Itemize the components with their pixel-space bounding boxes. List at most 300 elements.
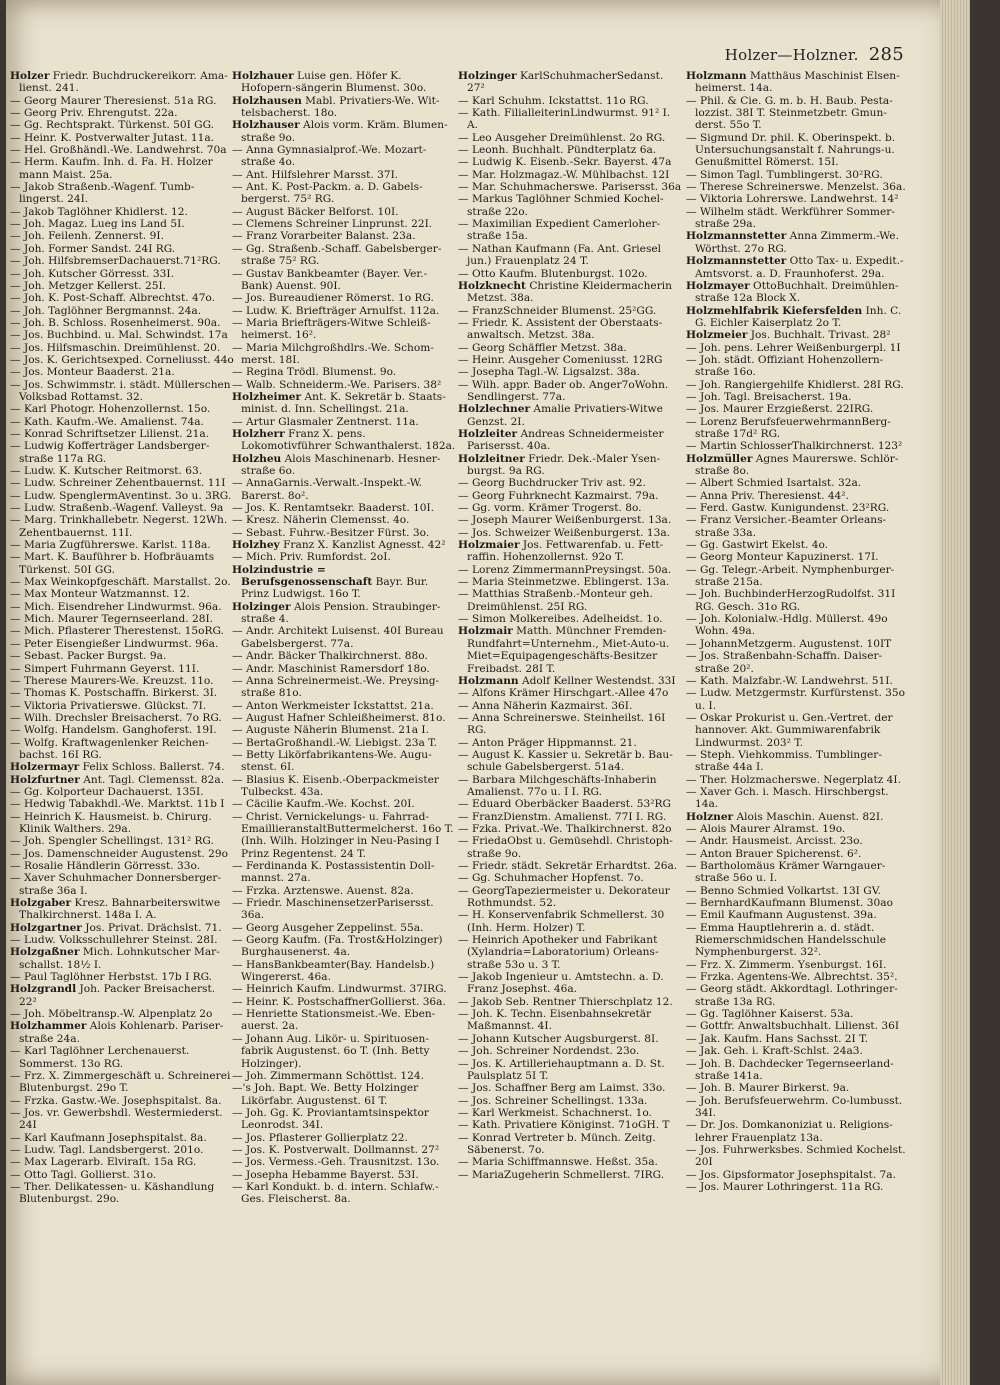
directory-entry bbox=[686, 95, 912, 132]
entry-text: — Emma Hauptlehrerin a. d. städt. Riemerschmidschen Handelsschule Nymphenburgerst. 32². bbox=[686, 921, 886, 959]
directory-entry bbox=[10, 897, 236, 922]
entry-text: — Max Weinkopfgeschäft. Marstallst. 2o. bbox=[10, 576, 231, 589]
directory-entry bbox=[458, 317, 684, 342]
entry-text: — Otto Kaufm. Blutenburgst. 102o. bbox=[458, 267, 648, 280]
directory-entry bbox=[458, 144, 684, 156]
directory-entry bbox=[10, 613, 236, 625]
directory-entry bbox=[686, 823, 912, 835]
directory-entry bbox=[458, 1033, 684, 1045]
entry-text: — Jos. Straßenbahn-Schaffn. Daiser-straße 20². bbox=[686, 650, 883, 675]
directory-entry bbox=[10, 798, 236, 810]
directory-page bbox=[6, 0, 970, 1385]
entry-text: Amalie Privatiers-Witwe Genzst. 2I. bbox=[467, 403, 663, 428]
surname-heading: Holzner bbox=[686, 810, 734, 823]
entry-text: Felix Schloss. Ballerst. 74. bbox=[79, 761, 225, 774]
directory-entry bbox=[458, 268, 684, 280]
directory-entry bbox=[458, 490, 684, 502]
directory-entry bbox=[10, 946, 236, 971]
page-header bbox=[725, 44, 904, 65]
directory-entry bbox=[10, 132, 236, 144]
directory-entry bbox=[232, 70, 458, 95]
directory-entry bbox=[458, 712, 684, 737]
entry-text: — Jos. Fuhrwerksbes. Schmied Kochelst. 20I bbox=[686, 1143, 906, 1169]
entry-text: — Franz Vorarbeiter Balanst. 23a. bbox=[232, 230, 416, 243]
entry-text: — Kath. Privatiere Königinst. 71oGH. T bbox=[458, 1119, 670, 1132]
entry-text: — Joseph Maurer Weißenburgerst. 13a. bbox=[458, 514, 672, 527]
surname-heading: Holzinger bbox=[458, 70, 517, 82]
directory-entry bbox=[10, 70, 236, 95]
directory-entry bbox=[458, 700, 684, 712]
running-head: Holzer—Holzner. bbox=[724, 46, 859, 64]
directory-entry bbox=[686, 564, 912, 589]
directory-entry bbox=[686, 1020, 912, 1032]
entry-text: — Joh. B. Dachdecker Tegernseerland-straße 141a. bbox=[686, 1057, 894, 1082]
entry-text: — Friedr. MaschinensetzerParisersst. 36a. bbox=[232, 897, 434, 922]
entry-text: — Paul Taglöhner Herbstst. 17b I RG. bbox=[10, 971, 213, 984]
directory-entry bbox=[458, 737, 684, 749]
entry-text: Alois Maschinenarb. Hesner-straße 6o. bbox=[241, 452, 441, 477]
directory-entry bbox=[686, 983, 912, 1008]
entry-text: — Joh. Taglöhner Bergmannst. 24a. bbox=[10, 304, 202, 317]
entry-text: — Johann Kutscher Augsburgerst. 8I. bbox=[458, 1032, 659, 1045]
directory-entry bbox=[10, 144, 236, 156]
directory-entry bbox=[458, 1156, 684, 1168]
entry-text: — Hedwig Tabakhdl.-We. Marktst. 11b I bbox=[10, 798, 225, 811]
directory-entry bbox=[686, 354, 912, 379]
entry-text: — Gottfr. Anwaltsbuchhalt. Lilienst. 36I bbox=[686, 1020, 900, 1033]
entry-text: — Georg städt. Akkordtagl. Lothringer-straße 13a RG. bbox=[686, 983, 898, 1008]
surname-heading: Holzhauer bbox=[232, 70, 294, 82]
directory-entry bbox=[458, 774, 684, 799]
entry-text: — Anna Priv. Theresienst. 44². bbox=[686, 489, 849, 502]
entry-text: — Maximilian Expedient Camerloher-straße 15a. bbox=[458, 218, 661, 243]
entry-text: — Kath. FilialleiterinLindwurmst. 91² I. A. bbox=[458, 107, 671, 132]
directory-entry bbox=[10, 737, 236, 762]
directory-entry bbox=[232, 502, 458, 514]
entry-text: — Jak. Kaufm. Hans Sachsst. 2I T. bbox=[686, 1032, 868, 1045]
directory-entry bbox=[458, 305, 684, 317]
entry-text: — Mart. K. Bauführer b. Hofbräuamts Türkenst. 50I GG. bbox=[10, 551, 215, 576]
directory-entry bbox=[232, 1156, 458, 1168]
directory-entry bbox=[232, 169, 458, 181]
directory-entry bbox=[686, 539, 912, 551]
entry-text: — Mich. Priv. Rumfordst. 2oI. bbox=[232, 551, 391, 564]
entry-text: — Georg Priv. Ehrengutst. 22a. bbox=[10, 107, 178, 120]
directory-entry bbox=[10, 502, 236, 514]
entry-text: — Martin SchlosserThalkirchnerst. 123² bbox=[686, 440, 903, 453]
entry-text: — Markus Taglöhner Schmied Kochel-straße 22o. bbox=[458, 193, 664, 218]
directory-entry bbox=[458, 218, 684, 243]
directory-entry bbox=[458, 1119, 684, 1131]
directory-entry bbox=[10, 835, 236, 847]
directory-entry bbox=[10, 761, 236, 773]
directory-entry bbox=[232, 675, 458, 700]
entry-text: — Ant. Hilfslehrer Marsst. 37I. bbox=[232, 168, 399, 181]
entry-text: — Jos. Pflasterer Gollierplatz 22. bbox=[232, 1131, 408, 1144]
directory-entry bbox=[686, 193, 912, 205]
entry-text: — Ludw. SpenglermAventinst. 3o u. 3RG. bbox=[10, 489, 232, 502]
directory-entry bbox=[686, 391, 912, 403]
directory-entry bbox=[686, 230, 912, 255]
directory-entry bbox=[10, 95, 236, 107]
directory-entry bbox=[458, 811, 684, 823]
entry-text: — Ludw. K. Briefträger Arnulfst. 112a. bbox=[232, 304, 440, 317]
entry-text: Ant. Tagl. Clemensst. 82a. bbox=[79, 773, 225, 786]
entry-text: — Jakob Seb. Rentner Thierschplatz 12. bbox=[458, 995, 673, 1008]
entry-text: — Frz. X. Zimmergeschäft u. Schreinerei Blutenburgst. 29o T. bbox=[10, 1069, 231, 1095]
directory-entry bbox=[232, 453, 458, 478]
directory-entry bbox=[10, 255, 236, 267]
entry-text: — Franz Versicher.-Beamter Orleans-straße 33a. bbox=[686, 514, 887, 539]
directory-entry bbox=[10, 588, 236, 600]
entry-text: — August Bäcker Belforst. 10I. bbox=[232, 205, 399, 218]
entry-text: — Wolfg. Handelsm. Ganghoferst. 19I. bbox=[10, 724, 217, 737]
entry-text: — Anton Brauer Spicherenst. 6². bbox=[686, 847, 862, 860]
entry-text: — Andr. Architekt Luisenst. 40I Bureau Gabelsbergerst. 77a. bbox=[232, 625, 444, 650]
surname-heading: Holzmann bbox=[458, 674, 519, 687]
entry-text: — Karl Kaufmann Josephspitalst. 8a. bbox=[10, 1131, 207, 1144]
surname-heading: Holzmüller bbox=[686, 452, 753, 465]
directory-entry bbox=[686, 1045, 912, 1057]
directory-entry bbox=[686, 638, 912, 650]
directory-entry bbox=[232, 292, 458, 304]
entry-text: — Wilh. appr. Bader ob. Anger7oWohn. Sendlingerst. 77a. bbox=[458, 378, 669, 403]
entry-text: — Joh. Metzger Kellerst. 25I. bbox=[10, 279, 167, 292]
surname-heading: Holzleitner bbox=[458, 452, 525, 465]
directory-entry bbox=[458, 342, 684, 354]
entry-text: — JohannMetzgerm. Augustenst. 10IT bbox=[686, 637, 892, 650]
directory-entry bbox=[458, 675, 684, 687]
entry-text: — BertaGroßhandl.-W. Liebigst. 23a T. bbox=[232, 736, 438, 749]
entry-text: Mich. Lohnkutscher Mar-schallst. 18½ I. bbox=[19, 946, 220, 971]
entry-text: — Johann Aug. Likör- u. Spirituosen-fabrik Augustenst. 6o T. (Inh. Betty Holzinger). bbox=[232, 1032, 430, 1070]
entry-text: — Karl Werkmeist. Schachnerst. 1o. bbox=[458, 1106, 652, 1119]
entry-text: — Georg Monteur Kapuzinerst. 17I. bbox=[686, 551, 879, 564]
directory-entry bbox=[232, 737, 458, 749]
directory-entry bbox=[686, 613, 912, 638]
entry-text: — Heinr. K. Postverwalter Jutast. 11a. bbox=[10, 131, 215, 144]
entry-text: — Jos. Vermess.-Geh. Trausnitzst. 13o. bbox=[232, 1156, 440, 1169]
entry-text: — Mar. Holzmagaz.-W. Mühlbachst. 12I bbox=[458, 168, 670, 181]
entry-text: — Maria Milchgroßhdlrs.-We. Schom-merst. 18I. bbox=[232, 341, 434, 366]
directory-entry bbox=[10, 872, 236, 897]
entry-text: — Georg Ausgeher Zeppelinst. 55a. bbox=[232, 921, 424, 934]
directory-entry bbox=[232, 922, 458, 934]
directory-entry bbox=[232, 366, 458, 378]
surname-heading: Holzinger bbox=[232, 600, 291, 613]
entry-text: — Joh. Magaz. Lueg ins Land 5I. bbox=[10, 218, 185, 231]
directory-entry bbox=[686, 440, 912, 452]
surname-heading: Holzindustrie = Berufsgenossenschaft bbox=[232, 563, 373, 589]
entry-text: — Wolfg. Kraftwagenlenker Reichen-bachst. 16I RG. bbox=[10, 736, 209, 761]
directory-entry bbox=[232, 539, 458, 551]
entry-text: — Jos. Schaffner Berg am Laimst. 33o. bbox=[458, 1082, 666, 1095]
directory-entry bbox=[10, 440, 236, 465]
directory-entry bbox=[232, 1169, 458, 1181]
entry-text: — Jos. K. Artilleriehauptmann a. D. St. Paulsplatz 5I T. bbox=[458, 1057, 665, 1082]
entry-text: — Sebast. Packer Burgst. 9a. bbox=[10, 650, 167, 663]
entry-text: — Andr. Hausmeist. Arcisst. 23o. bbox=[686, 835, 863, 848]
directory-entry bbox=[232, 724, 458, 736]
entry-text: — Kresz. Näherin Clemensst. 4o. bbox=[232, 514, 410, 527]
entry-text: — Jos. K. Gerichtsexped. Corneliusst. 44o bbox=[10, 353, 234, 366]
directory-entry bbox=[232, 1107, 458, 1132]
entry-text: — Marg. Trinkhallebetr. Negerst. 12Wh. Zehentbauernst. 11I. bbox=[10, 514, 228, 539]
entry-text: — Alois Maurer Alramst. 19o. bbox=[686, 822, 846, 835]
entry-text: — Ferd. Gastw. Kunigundenst. 23²RG. bbox=[686, 502, 890, 515]
entry-text: — Gg. Rechtsprakt. Türkenst. 50I GG. bbox=[10, 119, 215, 132]
entry-text: — H. Konservenfabrik Schmellerst. 30 (Inh. Herm. Holzer) T. bbox=[458, 909, 665, 934]
directory-entry bbox=[232, 119, 458, 144]
directory-entry bbox=[10, 403, 236, 415]
directory-entry bbox=[10, 971, 236, 983]
directory-entry bbox=[10, 625, 236, 637]
entry-text: — Ludw. Metzgermstr. Kurfürstenst. 35o u. I. bbox=[686, 687, 906, 712]
entry-text: Alois Pension. Straubinger-straße 4. bbox=[241, 600, 441, 626]
directory-entry bbox=[686, 206, 912, 231]
entry-text: — Otto Tagl. Gollierst. 31o. bbox=[10, 1168, 157, 1181]
entry-text: — Wilh. Drechsler Breisacherst. 7o RG. bbox=[10, 711, 222, 724]
entry-text: — Joh. städt. Offiziant Hohenzollern-straße 16o. bbox=[686, 353, 884, 379]
directory-entry bbox=[458, 576, 684, 588]
entry-text: — Frzka. Agentens-We. Albrechtst. 35². bbox=[686, 971, 898, 984]
surname-heading: Holzfurtner bbox=[10, 773, 80, 786]
entry-text: — August Hafner Schleißheimerst. 81o. bbox=[232, 711, 446, 724]
entry-text: — Ferdinanda K. Postassistentin Doll-mannst. 27a. bbox=[232, 860, 435, 885]
directory-entry bbox=[10, 1132, 236, 1144]
entry-text: — Peter Eisengießer Lindwurmst. 96a. bbox=[10, 637, 219, 650]
entry-text: — Josepha Hebamme Bayerst. 53I. bbox=[232, 1168, 419, 1181]
directory-entry bbox=[10, 1156, 236, 1168]
directory-entry bbox=[686, 835, 912, 847]
entry-text: — Joh. HilfsbremserDachauerst.71²RG. bbox=[10, 255, 221, 268]
entry-text: Andreas Schneidermeister Parisersst. 40a. bbox=[467, 427, 664, 453]
entry-text: — Gg. Kolporteur Dachauerst. 135I. bbox=[10, 785, 204, 798]
entry-text: — Georg Maurer Theresienst. 51a RG. bbox=[10, 94, 217, 107]
directory-entry bbox=[232, 1008, 458, 1033]
entry-text: — Viktoria Privatierswe. Glückst. 7I. bbox=[10, 699, 207, 712]
surname-heading: Holzherr bbox=[232, 427, 285, 440]
directory-entry bbox=[686, 774, 912, 786]
directory-entry bbox=[232, 551, 458, 563]
directory-entry bbox=[232, 625, 458, 650]
entry-text: — Matthias Straßenb.-Monteur geh. Dreimühlenst. 25I RG. bbox=[458, 588, 653, 613]
entry-text: — Mar. Schuhmacherswe. Parisersst. 36a bbox=[458, 181, 682, 194]
surname-heading: Holzgartner bbox=[10, 921, 82, 934]
directory-entry bbox=[686, 1119, 912, 1144]
directory-entry bbox=[232, 206, 458, 218]
directory-entry bbox=[686, 1008, 912, 1020]
surname-heading: Holzmann bbox=[686, 70, 747, 82]
entry-text: Alois vorm. Kräm. Blumen-straße 9o. bbox=[241, 119, 448, 144]
directory-entry bbox=[232, 391, 458, 416]
directory-entry bbox=[10, 305, 236, 317]
directory-entry bbox=[458, 169, 684, 181]
entry-text: — Joh. Spengler Schellingst. 131² RG. bbox=[10, 835, 214, 848]
directory-entry bbox=[686, 255, 912, 280]
directory-entry bbox=[232, 712, 458, 724]
entry-text: — Joh. Gg. K. Proviantamtsinspektor Leonrodst. 34I. bbox=[232, 1106, 429, 1132]
entry-text: — Oskar Prokurist u. Gen.-Vertret. der hannover. Akt. Gummiwarenfabrik Lindwurmst. 203² T. bbox=[686, 711, 893, 749]
entry-text: — FranzDienstm. Amalienst. 77I I. RG. bbox=[458, 810, 667, 823]
entry-text: Friedr. Buchdruckereikorr. Ama-lienst. 241. bbox=[19, 70, 228, 95]
directory-entry bbox=[458, 527, 684, 539]
entry-text: — Jos. Bureaudiener Römerst. 1o RG. bbox=[232, 292, 434, 305]
entry-text: — Jos. Damenschneider Augustenst. 29o bbox=[10, 847, 229, 860]
entry-text: — Joh. Schreiner Nordendst. 23o. bbox=[458, 1045, 640, 1058]
directory-entry bbox=[10, 551, 236, 576]
entry-text: Luise gen. Höfer K. Hofopern-sängerin Blumenst. 30o. bbox=[241, 70, 427, 95]
directory-entry bbox=[10, 416, 236, 428]
directory-entry bbox=[686, 1144, 912, 1169]
directory-entry bbox=[458, 625, 684, 674]
entry-text: — Frzka. Arztenswe. Auenst. 82a. bbox=[232, 884, 414, 897]
entry-text: — Heinr. K. PostschaffnerGollierst. 36a. bbox=[232, 995, 446, 1008]
directory-entry bbox=[10, 107, 236, 119]
entry-text: Jos. Privat. Drächslst. 71. bbox=[81, 921, 222, 934]
entry-text: Jos. Fettwarenfab. u. Fett-raffin. Hohenzollernst. 92o T. bbox=[467, 539, 664, 564]
surname-heading: Holzgaber bbox=[10, 897, 72, 910]
directory-entry bbox=[458, 823, 684, 835]
entry-text: — Joh. pens. Lehrer Weißenburgerpl. 1I bbox=[686, 341, 901, 354]
entry-text: — Rosalie Händlerin Görresst. 33o. bbox=[10, 860, 201, 872]
entry-text: — Ludw. Schreiner Zehentbauernst. 11I bbox=[10, 477, 226, 490]
entry-text: — GeorgTapeziermeister u. Dekorateur Rothmundst. 52. bbox=[458, 884, 670, 910]
directory-entry bbox=[10, 675, 236, 687]
entry-text: — Andr. Maschinist Ramersdorf 18o. bbox=[232, 662, 430, 675]
entry-text: Matthäus Maschinist Elsen-heimerst. 14a. bbox=[695, 70, 900, 95]
entry-text: Jos. Buchhalt. Trivast. 28² bbox=[747, 329, 891, 342]
entry-text: — FriedaObst u. Gemüsehdl. Christoph-straße 9o. bbox=[458, 835, 673, 860]
surname-heading: Holzlechner bbox=[458, 403, 531, 416]
directory-entry bbox=[10, 366, 236, 378]
entry-text: — Joh. Möbeltransp.-W. Alpenplatz 2o bbox=[10, 1008, 213, 1021]
entry-text: — Thomas K. Postschaffn. Birkerst. 3I. bbox=[10, 687, 218, 700]
entry-text: — Anna Schreinermeist.-We. Preysing-straße 81o. bbox=[232, 674, 440, 700]
directory-entry bbox=[686, 453, 912, 478]
entry-text: — Simpert Fuhrmann Geyerst. 11I. bbox=[10, 662, 200, 675]
entry-text: — Joh. Berufsfeuerwehrm. Co-lumbusst. 34I. bbox=[686, 1094, 903, 1119]
entry-text: — BernhardKaufmann Blumenst. 30ao bbox=[686, 897, 893, 910]
directory-entry bbox=[686, 811, 912, 823]
directory-entry bbox=[232, 700, 458, 712]
directory-entry bbox=[686, 675, 912, 687]
entry-text: — Dr. Jos. Domkanoniziat u. Religions-lehrer Frauenplatz 13a. bbox=[686, 1119, 893, 1144]
directory-entry bbox=[686, 848, 912, 860]
surname-heading: Holzhey bbox=[232, 539, 280, 552]
directory-entry bbox=[458, 934, 684, 971]
surname-heading: Holzgaßner bbox=[10, 946, 80, 959]
entry-text: — Phil. & Cie. G. m. b. H. Baub. Pesta-lozzist. 38I T. Steinmetzbetr. Gmun-derst. 55o T. bbox=[686, 94, 893, 132]
directory-entry bbox=[10, 379, 236, 404]
directory-entry bbox=[458, 1107, 684, 1119]
directory-entry bbox=[232, 601, 458, 626]
surname-heading: Holzmeier bbox=[686, 329, 748, 342]
entry-text: — Ant. K. Post-Packm. a. D. Gabels-bergerst. 75² RG. bbox=[232, 181, 423, 206]
directory-entry bbox=[232, 268, 458, 293]
directory-entry bbox=[458, 107, 684, 132]
directory-entry bbox=[10, 700, 236, 712]
entry-text: — Maria Briefträgers-Witwe Schleiß-heimerst. 16². bbox=[232, 316, 431, 342]
directory-entry bbox=[232, 860, 458, 885]
surname-heading: Holzheu bbox=[232, 452, 282, 465]
directory-entry bbox=[232, 983, 458, 995]
directory-entry bbox=[232, 1070, 458, 1082]
entry-text: — Anna Gymnasialprof.-We. Mozart-straße 4o. bbox=[232, 144, 427, 169]
directory-entry bbox=[10, 465, 236, 477]
directory-entry bbox=[686, 169, 912, 181]
directory-entry bbox=[686, 305, 912, 330]
entry-text: — Viktoria Lohrerswe. Landwehrst. 14² bbox=[686, 193, 899, 206]
directory-entry bbox=[10, 490, 236, 502]
entry-text: — Karl Schuhm. Ickstattst. 11o RG. bbox=[458, 94, 649, 107]
entry-text: — Maria Zugführerswe. Karlst. 118a. bbox=[10, 539, 211, 552]
directory-entry bbox=[458, 885, 684, 910]
entry-text: — Joh. Zimmermann Schöttlst. 124. bbox=[232, 1069, 425, 1082]
directory-entry bbox=[458, 749, 684, 774]
directory-entry bbox=[10, 1045, 236, 1070]
directory-entry bbox=[10, 1008, 236, 1020]
directory-entry bbox=[458, 1082, 684, 1094]
entry-text: Inh. C. G. Eichler Kaiserplatz 2o T. bbox=[695, 304, 902, 329]
directory-entry bbox=[232, 996, 458, 1008]
entry-text: — Joh. K. Post-Schaff. Albrechtst. 47o. bbox=[10, 292, 215, 305]
directory-entry bbox=[686, 477, 912, 489]
entry-text: OttoBuchhalt. Dreimühlen-straße 12a Block X. bbox=[695, 279, 899, 305]
directory-entry bbox=[686, 860, 912, 885]
entry-text: — Heinr. Ausgeher Comeniusst. 12RG bbox=[458, 353, 663, 366]
directory-entry bbox=[458, 1045, 684, 1057]
directory-entry bbox=[458, 539, 684, 564]
directory-entry bbox=[232, 1132, 458, 1144]
entry-text: — Hel. Großhändl.-We. Landwehrst. 70a bbox=[10, 144, 227, 157]
entry-text: — Therese Schreinerswe. Menzelst. 36a. bbox=[686, 181, 906, 194]
directory-entry bbox=[458, 514, 684, 526]
entry-text: — Jak. Geh. i. Kraft-Schlst. 24a3. bbox=[686, 1045, 863, 1058]
directory-entry bbox=[232, 934, 458, 959]
entry-text: KarlSchuhmacherSedanst. 27² bbox=[467, 70, 664, 95]
entry-text: — Ludwig K. Eisenb.-Sekr. Bayerst. 47a bbox=[458, 156, 672, 169]
directory-entry bbox=[10, 280, 236, 292]
entry-text: — Emil Kaufmann Augustenst. 39a. bbox=[686, 909, 877, 922]
directory-entry bbox=[458, 379, 684, 404]
directory-entry bbox=[686, 181, 912, 193]
entry-text: — Lorenz ZimmermannPreysingst. 50a. bbox=[458, 563, 672, 576]
directory-entry bbox=[686, 514, 912, 539]
directory-entry bbox=[458, 132, 684, 144]
entry-text: — Gg. Schuhmacher Hopfenst. 7o. bbox=[458, 872, 644, 885]
directory-entry bbox=[232, 514, 458, 526]
entry-text: — Joh. BuchbinderHerzogRudolfst. 31I RG. Gesch. 31o RG. bbox=[686, 588, 896, 613]
surname-heading: Holzmannstetter bbox=[686, 230, 787, 243]
directory-entry bbox=[10, 1181, 236, 1206]
page-edge bbox=[940, 0, 970, 1385]
directory-entry bbox=[686, 416, 912, 441]
directory-entry bbox=[458, 403, 684, 428]
entry-text: — Gg. Straßenb.-Schaff. Gabelsberger-straße 75² RG. bbox=[232, 242, 442, 268]
entry-text: — Frzka. Gastw.-We. Josephspitalst. 8a. bbox=[10, 1094, 222, 1107]
entry-text: — Xaver Gch. i. Masch. Hirschbergst. 14a. bbox=[686, 785, 889, 811]
column-4 bbox=[686, 70, 912, 1193]
entry-text: — Leo Ausgeher Dreimühlenst. 2o RG. bbox=[458, 131, 666, 144]
directory-entry bbox=[10, 354, 236, 366]
directory-entry bbox=[10, 292, 236, 304]
directory-entry bbox=[10, 268, 236, 280]
entry-text: — Mich. Eisendreher Lindwurmst. 96a. bbox=[10, 600, 222, 613]
directory-entry bbox=[232, 811, 458, 860]
entry-text: — Karl Photogr. Hohenzollernst. 15o. bbox=[10, 403, 211, 416]
entry-text: — AnnaGarnis.-Verwalt.-Inspekt.-W. Barerst. 8o². bbox=[232, 477, 423, 502]
